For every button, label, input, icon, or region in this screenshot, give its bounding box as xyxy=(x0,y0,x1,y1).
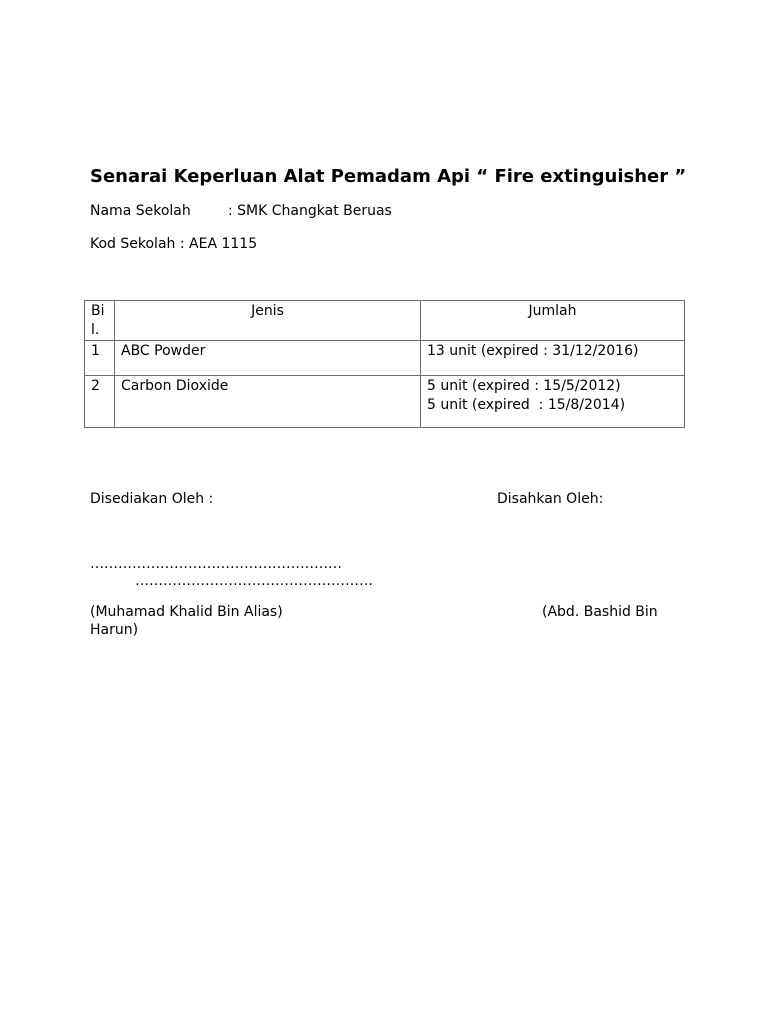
school-name-line xyxy=(90,203,392,219)
table-row xyxy=(85,341,685,376)
header-jumlah: Jumlah xyxy=(421,301,685,341)
school-name-label: Nama Sekolah xyxy=(90,203,191,219)
cell-jumlah xyxy=(421,341,685,376)
cell-bil: 1 xyxy=(85,341,115,376)
table-header-row xyxy=(85,301,685,341)
prepared-by-label: Disediakan Oleh : xyxy=(90,491,214,507)
quantity-line: 5 unit (expired : 15/8/2014) xyxy=(427,397,626,413)
school-code-line xyxy=(90,236,257,252)
table-row xyxy=(85,376,685,428)
header-jenis: Jenis xyxy=(115,301,421,341)
school-name-value: : SMK Changkat Beruas xyxy=(228,203,392,219)
prepared-by-name: (Muhamad Khalid Bin Alias) xyxy=(90,604,283,620)
approved-by-name: (Abd. Bashid Bin xyxy=(542,604,658,620)
cell-jenis: ABC Powder xyxy=(115,341,421,376)
extinguisher-table xyxy=(84,300,685,428)
signature-line-right: …………………………………………… xyxy=(135,573,373,589)
quantity-line: 5 unit (expired : 15/5/2012) xyxy=(427,378,621,394)
header-bil: Bil. xyxy=(85,301,115,341)
approved-by-label: Disahkan Oleh: xyxy=(497,491,604,507)
document-title: Senarai Keperluan Alat Pemadam Api “ Fire extinguisher ” xyxy=(90,166,687,187)
approved-by-name-continued: Harun) xyxy=(90,622,139,638)
school-code-label: Kod Sekolah xyxy=(90,236,176,252)
cell-bil: 2 xyxy=(85,376,115,428)
school-code-value: : AEA 1115 xyxy=(179,236,258,252)
signature-line-left: ……………………………………………… xyxy=(90,556,342,572)
quantity-line: 13 unit (expired : 31/12/2016) xyxy=(427,343,639,359)
cell-jumlah xyxy=(421,376,685,428)
cell-jenis: Carbon Dioxide xyxy=(115,376,421,428)
